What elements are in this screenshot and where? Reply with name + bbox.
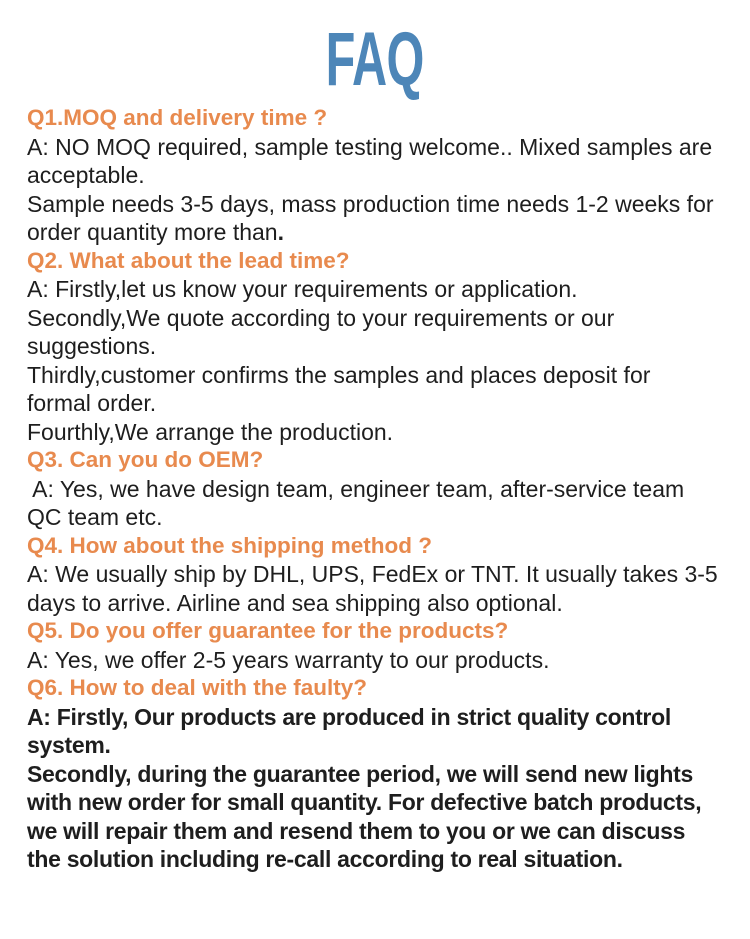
faq-answer-line: suggestions. xyxy=(27,333,157,359)
faq-answer-line: system. xyxy=(27,732,111,758)
faq-answer-line: Secondly, during the guarantee period, we will send new lights xyxy=(27,760,693,787)
faq-answer-line: A: NO MOQ required, sample testing welcome.. Mixed samples are xyxy=(27,133,713,160)
faq-question: Q5. Do you offer guarantee for the products? xyxy=(27,618,509,643)
faq-answer-line: A: Yes, we have design team, engineer team, after-service team xyxy=(27,475,685,502)
faq-answer-line: Thirdly,customer confirms the samples and places deposit for xyxy=(27,361,651,388)
faq-question: Q1.MOQ and delivery time ? xyxy=(27,105,328,130)
faq-question: Q3. Can you do OEM? xyxy=(27,447,264,472)
faq-answer-line: with new order for small quantity. For defective batch products, xyxy=(27,789,702,815)
faq-answer-line: A: We usually ship by DHL, UPS, FedEx or TNT. It usually takes 3-5 xyxy=(27,561,718,587)
faq-question: Q2. What about the lead time? xyxy=(27,247,350,273)
faq-answer-line: days to arrive. Airline and sea shipping also optional. xyxy=(27,589,563,616)
faq-answer-line: Sample needs 3-5 days, mass production time needs 1-2 weeks for xyxy=(27,190,714,217)
faq-answer-line: Fourthly,We arrange the production. xyxy=(27,418,394,445)
faq-answer-line: the solution including re-call according to real situation. xyxy=(27,846,623,872)
faq-answer-line: A: Firstly, Our products are produced in strict quality control xyxy=(27,703,671,730)
faq-answer-line: acceptable. xyxy=(27,162,145,188)
faq-answer-line: formal order. xyxy=(27,390,157,416)
faq-question: Q6. How to deal with the faulty? xyxy=(27,675,368,700)
faq-answer-line: order quantity more than. xyxy=(27,219,284,245)
faq-answer-line: QC team etc. xyxy=(27,504,163,530)
faq-answer-line: Secondly,We quote according to your requirements or our xyxy=(27,304,615,331)
page-header xyxy=(0,17,750,102)
faq-list xyxy=(27,104,742,874)
page-title: FAQ xyxy=(325,17,425,102)
faq-question: Q4. How about the shipping method ? xyxy=(27,532,432,558)
bold-period: . xyxy=(277,219,284,245)
faq-answer-line: we will repair them and resend them to you or we can discuss xyxy=(27,817,686,844)
faq-answer-line: A: Firstly,let us know your requirements or application. xyxy=(27,276,578,302)
faq-answer-line: A: Yes, we offer 2-5 years warranty to our products. xyxy=(27,646,550,673)
